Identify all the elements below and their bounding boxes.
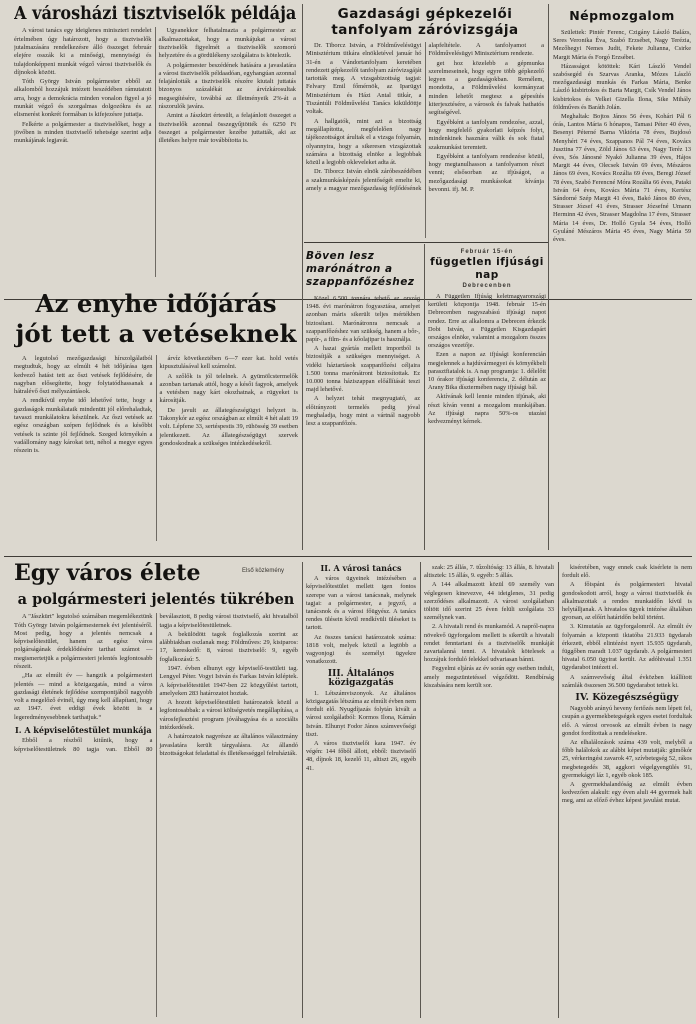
rule-v-5 bbox=[420, 562, 421, 1018]
section-title-varosi-tanacs: II. A városi tanács bbox=[320, 564, 402, 573]
para: A városi tanács egy ideiglenes miniszteri rendelet értelmében úgy határozott, hogy a tisztviselők jutalmazására rendelkezésre álló összeget február elejére osszák ki a minőségi, mennyiségi és tulajdonképpeni munkát végző városi tisztviselők és díjnokok között. bbox=[14, 27, 152, 76]
para: A rendkívül enyhe idő lehetővé tette, hogy a gazdaságok munkálataik mindenütt jól előrehaladtak, tavaszi munkálatokra készülnek. Az őszi vetések az egész országban szépen fejlődnek és a későbbi vetések is szinte jól fejlődnek. Szeged környékén a vadállomány nagy károkat tett, néhol a megye egyes részein is. bbox=[14, 397, 153, 455]
body-ifjusagi-nap bbox=[428, 293, 546, 426]
headline-maronatron: Böven lesz marónátron a szappanfőzéshez bbox=[306, 250, 415, 288]
para: 1. Létszámviszonyok. Az általános közigazgatás létszáma az elmúlt évben nem fordult elő. Nyugdíjazás folytán kivált a városi szolgálatból: Kormos Ilona, Kámán István. Elhunyt Fodor János számvevőségi tiszt. bbox=[306, 689, 416, 738]
headline-gepkezeloi: Gazdasági gépkezelői tanfolyam záróvizsgája bbox=[331, 6, 519, 38]
para: De javult az állategészségügyi helyzet is. Takonykór az egész országban az elmúlt 4 hét alatt 19 volt. Lépfene 33, sertéspestis 39, rühösség 39 esetben jelentkezett. Az állategészségügyi szervek gondoskodnak a szükséges intézkedésekről. bbox=[159, 406, 298, 447]
para: A 144 alkalmazott közül 69 személy van véglegesen kinevezve, 44 ideiglenes, 31 pedig szerződéses alkalmazott. A városi szolgálatban töltött idő szerint 25 éven felüli szolgálata 33 személynek van. bbox=[424, 581, 554, 622]
para: A főispáni és polgármesteri hivatal gondoskodott arról, hogy a városi tisztviselők és alkalmazottak a rendes munkaidőn kívül is helytálljanak. A hivatalos ügyek intézése általában gyorsan, az előírt határidőn belül történt. bbox=[562, 581, 692, 622]
body-egy-varos-4 bbox=[562, 564, 692, 806]
para: Aktívának kell lennie minden ifjúnak, aki részt kíván venni a mozgalom munkájában. Az ifjúsági napra 50%-os utazási kedvezményt kérnek. bbox=[428, 393, 546, 426]
article-idojaras bbox=[14, 287, 298, 553]
body-nepmozgalom bbox=[553, 29, 691, 244]
para: A helyzet tehát megnyugtató, az előirányzott termelés pedig jóval meghaladja, hogy mint a vártnál nagyobb lesz a szappanfőzés. bbox=[306, 395, 420, 428]
headline-block bbox=[14, 562, 298, 592]
para: Ebből a részből kitűnik, hogy a képviselőtestületnek 80 tagja van. Ebből 80 beválasztott, 8 pedig városi tisztviselő, aki hivatalból tagja a képviselőtestületnek. bbox=[14, 613, 298, 753]
body-idojaras bbox=[14, 355, 298, 541]
para: A számvevőség által évközben kiállított számlák összesen 36.500 ügydarabot tettek ki. bbox=[562, 673, 692, 689]
rule-v-2 bbox=[548, 4, 549, 550]
headline-idojaras: Az enyhe időjárás jót tett a vetéseknek bbox=[15, 289, 297, 348]
para: A hazai gyártás mellett importból is biztosítják a szükséges mennyiséget. A vidéki háztartások szappanfőzési céljaira 1.500 tonna marónátront biztosítottak. Ez 10.000 tonna háziszappan előállítását teszi majd lehetővé. bbox=[306, 345, 420, 394]
para: A város tisztviselői kara 1947. év végén: 144 főből állott, ebből: tisztviselő 48, díjnok 18, kezelő 11, altiszt 26, egyéb 41. bbox=[306, 740, 416, 772]
article-ifjusagi-nap bbox=[428, 246, 546, 550]
para: Házasságot kötöttek: Kári László Vendel szabósegéd és Szarvas Aranka, Mózes László mezőgazdasági munkás és Farkas Mária, Benke László kisbirtokos és Barta Margit, Csík Vendel János kisbirtokos és Velkei Gizella Ilona, Sike Mihály földműves és Baráth Jolán. bbox=[553, 62, 691, 111]
section-title-kozigazgatas: III. Általános közigazgatás bbox=[327, 669, 395, 688]
para: Egyébként a tanfolyam rendezése közül, hogy megtanulhasson a tanfolyamon részt venni; elsősorban az ifjúságot, a mezőgazdasági munkásokat kívánja bevonni. ifj. M. P. bbox=[428, 152, 544, 194]
headline-varoshazi: A városházi tisztviselők példája bbox=[14, 5, 296, 24]
body-varoshazi bbox=[14, 27, 296, 277]
rule-middle-band bbox=[4, 556, 692, 557]
para: 2. A hivatali rend és munkamód. A napról-napra növekvő ügyforgalom mellett is sikerült a hivatali rendet fenntartani és a tisztviselők munkáját zavartalanná tenni. A hivatalok kötelesek a hozzájuk forduló felekkel udvariasan bánni. bbox=[424, 623, 554, 664]
body-egy-varos-2 bbox=[306, 564, 416, 773]
para: A város ügyeinek intézésében a képviselőtestület mellett igen fontos szerepe van a városi tanácsnak, melynek tagjai: a polgármester, a jegyző, a tanácsnok és a városi főügyész. A tanács rendes ülésein kívül rendkívüli üléseket is tartott. bbox=[306, 575, 416, 632]
para: A hallgatók, mint azt a bizottság megállapította, megfelelően nagy tájékozottságot árultak el a vizsga folyamán, olyannyira, hogy a sikeresen vizsgázottak számára a bizottság elnöke a legjobbak közül a legjobb okleveleket adta át. bbox=[306, 117, 422, 167]
para: Meghaltak: Bojtos János 56 éves, Kohári Pál 6 órás, Lantos Mária 6 hónapos, Tamasi Péter 40 éves, Besenyi Péterné Barna Viktória 78 éves, Bujdosó Menyhért 74 éves, Szappanos Pál 74 éves, Kovács Jusztina 77 éves, Zöld János 63 éves, Nagy Teréz 13 éves, Sós Jánosné Nyakó Julianna 39 éves, Hájos Margit 44 éves, Olecsek István 69 éves, Mészáros János 69 éves, Kovács Rozália 69 éves, Beregi József 78 éves, Szabó Ferencné Móra Rozália 66 éves, Pataki István 64 éves, Kovács Mária 71 éves, Kertész Sándorné Szép Margit 41 éves, Bakó János 80 éves, Strasser József 41 éves, Strasser Józsefné Umann Herminn 42 éves, Strasser Magdolna 17 éves, Strasser Mária 14 éves, Dr. Holló Gyula 54 éves, Holló Gyuláné Mészáros Mária 45 éves, Nagy Mária 59 éves. bbox=[553, 113, 691, 244]
body-maronatron bbox=[306, 295, 420, 428]
para: A Független Ifjúság keletmagyarországi kerületi központja 1948. február 15-én Debrecenben nagyszabású ifjúsági napot rendez. Erre az alkalomra a Debrecen érkezik Dobi István, a Független Kisgazdapárt országos elnöke, valamint a mozgalom összes országos vezetője. bbox=[428, 293, 546, 350]
article-egy-varos-col5 bbox=[562, 564, 692, 1020]
rule-v-3 bbox=[424, 244, 425, 550]
para: Dr. Tiborcz István, a Földművelésügyi Minisztérium titkára elnökletével január hó 31-én a Vándortanfolyam keretében rendezett gépkezelői tanfolyam záróvizsgáját tartották meg. A vizsgabizottság tagjai: Felvary Emil főmérnök, az Iparügyi Minisztérium és Házi Antal titkár, a Tiszántúli Földművelési Tanács kiküldöttje voltak. bbox=[306, 42, 422, 116]
article-egy-varos-col3 bbox=[306, 564, 416, 1020]
para: „Ha az elmúlt év — hangzik a polgármesteri jelentés — mind a közigazgatás, mind a város gazdasági életének fejlődése szempontjából nagyobb volt a megelőző évinél, úgy meg kell állapítani, hogy az 1947. évet eddigi évek között is a legeredményesebbnek tarthatjuk.“ bbox=[14, 672, 153, 721]
article-maronatron bbox=[306, 246, 420, 550]
kicker-datum: Február 15-én bbox=[460, 249, 514, 255]
para: Fegyelmi eljárás az év során egy esetben indult, amely megszüntetéssel végződött. Rendbírság kiszabására nem került sor. bbox=[424, 665, 554, 689]
headline-nepmozgalom: Népmozgalom bbox=[569, 8, 675, 23]
article-nepmozgalom bbox=[553, 6, 691, 550]
para: A hozott képviselőtestületi határozatok közül a legfontosabbak: a városi költségvetés megállapítása, a városfejlesztési program jóváhagyása és a szociális intézkedések. bbox=[159, 699, 298, 732]
body-gepkezeloi bbox=[306, 42, 544, 238]
rule-v-6 bbox=[558, 562, 559, 1018]
article-varoshazi bbox=[14, 5, 296, 291]
para: Tóth György István polgármester ebből az alkalomból hozzájuk intézett beszédében rámutatott arra, hogy a demokrácia minden vonalon figyel a jó munkát végző és szorgalmas dolgozókra és az elismerést konkrét formában is kifejezésre juttatja. bbox=[14, 78, 152, 119]
para: Ezen a napon az ifjúsági konferencián megjelennek a hajdúvármegyei és környékbeli parasztfiatalok is. A nap programja: 1. délelőtt 10 órakor ifjúsági konferencia, 2. délután az Arany Bika dísztermében nagy ifjúsági bál. bbox=[428, 351, 546, 392]
para: A határozatok nagyrésze az általános választmány javaslatára került tárgyalásra. Az állandó bizottságokat feladattal és illetékességgel felruházták. bbox=[159, 733, 298, 757]
para: Az elhalálozások száma 439 volt, melyből a főbb halálokok az alábbi képet mutatják: gümőkór 25, vérkeringési zavarok 47, szívbetegség 52, rákos megbetegedés 38, aggkori végelgyengülés 91, gyermekágyi láz 1, egyéb okok 185. bbox=[562, 739, 692, 779]
section-title-kozegeszsegugy: IV. Közegészségügy bbox=[575, 692, 679, 704]
para: Felkérte a polgármester a tisztviselőket, hogy a jövőben is minden tisztviselő tehetsége szerint adja munkájának legjavát. bbox=[14, 120, 152, 145]
section-title-kepviselotestulet: I. A képviselőtestület munkája bbox=[15, 725, 152, 736]
article-egy-varos-col4 bbox=[424, 564, 554, 1020]
para: A legutolsó mezőgazdasági hírszolgálatból megtudtuk, hogy az elmúlt 4 hét időjárása igen kedvező hatást tett az őszi vetések fejlődésére, de nagyban elősegítette, hogy folytatódhassanak a hátralévő őszi mélyszántások. bbox=[14, 355, 153, 396]
rule-art2-bottom bbox=[304, 242, 548, 243]
kicker-helyszin: Debrecenben bbox=[462, 283, 512, 289]
para: A bekülödött tagok foglalkozás szerint az alábbiakban oszlanak meg: Földműves: 29, kisiparos: 17, kereskedő: 8, városi tisztviselő: 9, egyéb foglalkozású: 5. bbox=[159, 630, 298, 663]
para: Egyébként a tanfolyam rendezése, azzal, hogy megfelelő gyakorlati képzés folyt, mindenkinek hasznára válik és sok fiatal szakmunkást teremtett. bbox=[428, 118, 544, 151]
para: Születtek: Pintér Ferenc, Czigány László Balázs, Seres Veronika Éva, Szabó Erzsébet, Nagy Terézia, Mezőhegyi Nemes Judit, Fekete Julianna, Csirke Margit Mária és Forgó Erzsébet. bbox=[553, 29, 691, 61]
para: Az összes tanácsi határozatok száma: 1818 volt, melyek közül a legtöbb a vagyonjogi és személyi ügyekre vonatkozott. bbox=[306, 633, 416, 666]
para: Nagyobb arányú heveny fertőzés nem lépett fel, csupán a gyermekbetegségek egyes esetei fordultak elő. A városi orvosok az elmúlt évben is nagy gondot fordítottak a rendelésekre. bbox=[562, 705, 692, 737]
article-gepkezeloi bbox=[306, 6, 544, 238]
body-egy-varos-1 bbox=[14, 613, 298, 1017]
para: kiséretében, vagy ennek csak kisérlete is nem fordult elő. bbox=[562, 564, 692, 580]
rule-v-1 bbox=[302, 4, 303, 550]
para: Közel 6.500 tonnára tehető az ország 1948. évi marónátron fogyasztása, amelyet azonban máris sikerült teljes mértékben biztosítani. Marónátronra nemcsak a szappanfőzéshez van szükség, hanem a bőr-, papír-, a film- és a kőolajipar is használja. bbox=[306, 295, 420, 344]
para: A gyermekhalandóság az elmúlt évben kedvezően alakult: egy éven aluli 44 gyermek halt meg, ami az előző évhez képest javulást mutat. bbox=[562, 781, 692, 805]
para: get hoz közelebb a gépmunka szerelmeseinek, hogy egyre több gépkezelő legyen a gazdaságokban. Remélem, mondotta, a Földművelési kormányzat minden lehetőt megtesz a gépesítés kiterjesztésére, a városok és falvak hathatós segítségével. bbox=[428, 59, 544, 117]
para: A szőlők is jól telelnek. A gyümölcstermelők azonban tartanak attól, hogy a késői fagyok, amelyek a vetésben nagy kárt okozhatnak, a rügyeket is károsítják. bbox=[159, 372, 298, 405]
para: 3. Kimutatás az ügyforgalomról. Az elmúlt év folyamán a központi iktatóba 21.933 ügydarab érkezett, ebből elintézést nyert 15.935 ügydarab, függőben maradt 1.037 ügydarab. A polgármesteri hivatal 6.050 ügyirat került. Az adóhivatal 1.351 ügydarabot intézett el. bbox=[562, 623, 692, 672]
para: Amint a Jászkürt értesült, a felajánlott összeget a tisztviselők azonnal összegyűjtötték és 6250 Ft összeget a polgármester kezébe juttatták, aki az illetékes helyre már továbbította is. bbox=[158, 112, 296, 145]
para: A polgármester beszédének hatására a javaslatára a városi tisztviselők példaadóan, egyhangúan azonnal felajánlották a tisztviselők részére kiutalt juttatás bizonyos százalékát az árvízkárosultak megsegítésére, továbbá az illetményeik 2%-át a rászorulók javára. bbox=[158, 61, 296, 111]
rule-v-4 bbox=[302, 562, 303, 1018]
article-egy-varos-elete bbox=[14, 562, 298, 1020]
headline-egy-varos: Egy város élete bbox=[14, 562, 201, 586]
para: A "Jászkürt" legutolsó számában megemlékeztünk Tóth György István polgármesternek évi jelentéséről. Most pedig, hogy a jelentés nemcsak a képviselőtestület, hanem az egész város polgárságának érdeklődésére tarthat számot — megismertetjük a polgármesteri jelentés legfontosabb részeit. bbox=[14, 613, 153, 670]
headline-ifjusagi-nap: független ifjúsági nap bbox=[430, 256, 544, 281]
para: szak: 25 állás, 7. tűzoltóság: 13 állás, 8. hivatali altisztek: 15 állás, 9. egyéb: 5 állás. bbox=[424, 564, 554, 580]
para: árvíz következtében 6—7 ezer kat. hold vetés kipusztulásával kell számolni. bbox=[159, 355, 298, 371]
body-egy-varos-3 bbox=[424, 564, 554, 690]
para: Dr. Tiborcz István elnök záróbeszédében a szakmunkásképzés jelentőségét emelte ki, amely a magyar mezőgazdaság fejlődésének alapfeltétele. A tanfolyamot a Földművelésügyi Minisztérium rendezte. bbox=[306, 42, 544, 193]
subtitle-egy-varos: a polgármesteri jelentés tükrében bbox=[17, 591, 295, 608]
kozlemeny-label: Első közlemény bbox=[242, 568, 285, 574]
para: Ugyanekkor felhatalmazta a polgármester az alkalmazottakat, hogy a munkájukat a városi tisztviselők figyelmét a tisztviselők szomorú helyzetére és a gördülékeny szolgálatra is kötelezik. bbox=[158, 27, 296, 60]
para: 1947. évben elhunyt egy képviselő-testületi tag. Lengyel Péter. Vogyi István és Farkas István kiléptek. A képviselőtestület 1947-ben 22 közgyűlést tartott, amelyeken 283 határozatot hoztak. bbox=[159, 665, 298, 697]
